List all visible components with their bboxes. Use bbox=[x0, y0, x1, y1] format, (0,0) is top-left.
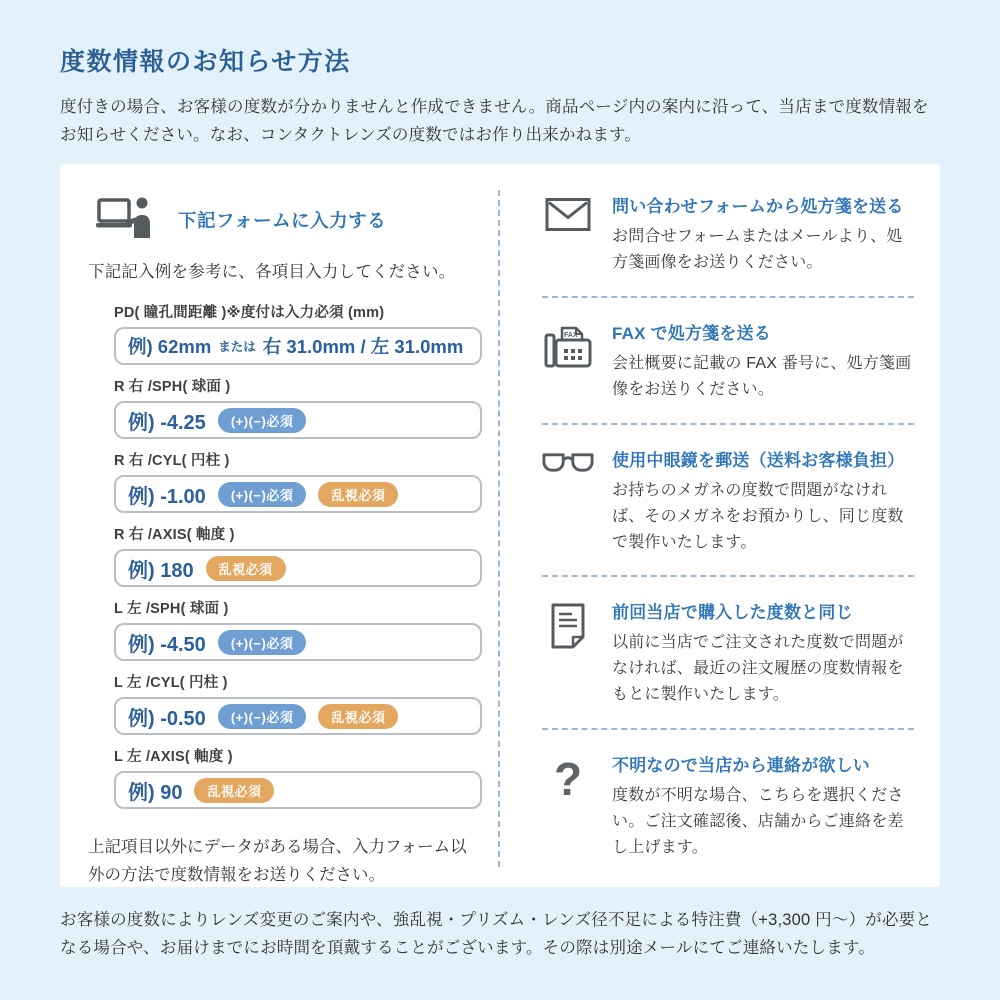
form-section-header bbox=[88, 196, 482, 243]
method-title[interactable]: 使用中眼鏡を郵送（送料お客様負担） bbox=[612, 450, 905, 470]
example-input-box-pd bbox=[114, 327, 482, 365]
form-field-r-sph bbox=[114, 375, 482, 439]
method-body: 会社概要に記載の FAX 番号に、処方箋画像をお送りください。 bbox=[612, 354, 912, 398]
astigmatism-required-badge: 乱視必須 bbox=[206, 556, 286, 581]
method-body: 度数が不明な場合、こちらを選択ください。ご注文確認後、店舗からご連絡を差し上げます。 bbox=[612, 787, 904, 856]
glasses-icon bbox=[542, 446, 594, 556]
methods-section bbox=[498, 190, 940, 867]
method-body: お持ちのメガネの度数で問題がなければ、そのメガネをお預かりし、同じ度数で製作いたします。 bbox=[612, 481, 904, 551]
info-card bbox=[60, 164, 940, 887]
method-text bbox=[612, 446, 914, 556]
example-value-2: 右 31.0mm / 左 31.0mm bbox=[262, 336, 464, 358]
method-title[interactable]: 不明なので当店から連絡が欲しい bbox=[612, 756, 870, 776]
sign-required-badge: (+)(−)必須 bbox=[218, 630, 307, 655]
method-text bbox=[612, 192, 914, 276]
example-value: 例) -1.00 bbox=[128, 485, 206, 508]
presenter-icon bbox=[96, 196, 152, 243]
field-label-r-cyl: R 右 /CYL( 円柱 ) bbox=[114, 453, 230, 470]
method-text bbox=[612, 319, 914, 403]
example-value: 例) -0.50 bbox=[128, 707, 206, 730]
field-label-r-axis: R 右 /AXIS( 軸度 ) bbox=[114, 527, 235, 544]
form-section-heading: 下記フォームに入力する bbox=[178, 209, 387, 231]
method-body: 以前に当店でご注文された度数で問題がなければ、最近の注文履歴の度数情報をもとに製作いたします。 bbox=[612, 634, 904, 704]
method-fax bbox=[542, 298, 914, 425]
method-body: お問合せフォームまたはメールより、処方箋画像をお送りください。 bbox=[612, 228, 903, 271]
intro-text: 度付きの場合、お客様の度数が分かりませんと作成できません。商品ページ内の案内に沿って、当店まで度数情報をお知らせください。なお、コンタクトレンズの度数ではお作り出来かねます。 bbox=[60, 98, 929, 145]
form-field-l-sph bbox=[114, 597, 482, 661]
form-field-l-axis bbox=[114, 745, 482, 809]
example-input-box-r-cyl bbox=[114, 475, 482, 513]
field-label-l-axis: L 左 /AXIS( 軸度 ) bbox=[114, 749, 233, 766]
example-input-box-l-axis bbox=[114, 771, 482, 809]
question-icon: ? bbox=[553, 753, 583, 806]
example-or-text: または bbox=[218, 340, 256, 355]
method-contact-form bbox=[542, 190, 914, 298]
field-label-pd: PD( 瞳孔間距離 )※度付は入力必須 (mm) bbox=[114, 305, 385, 322]
form-note: 上記項目以外にデータがある場合、入力フォーム以外の方法で度数情報をお送りください。 bbox=[88, 838, 467, 885]
form-instruction: 下記記入例を参考に、各項目入力してください。 bbox=[88, 263, 456, 282]
field-label-r-sph: R 右 /SPH( 球面 ) bbox=[114, 379, 231, 396]
example-value: 例) 90 bbox=[128, 781, 183, 804]
astigmatism-required-badge: 乱視必須 bbox=[194, 778, 274, 803]
form-field-r-axis bbox=[114, 523, 482, 587]
astigmatism-required-badge: 乱視必須 bbox=[318, 482, 398, 507]
form-fields bbox=[114, 301, 482, 809]
example-input-box-l-cyl bbox=[114, 697, 482, 735]
form-field-r-cyl bbox=[114, 449, 482, 513]
fax-icon-label: FAX bbox=[564, 331, 578, 339]
sign-required-badge: (+)(−)必須 bbox=[218, 408, 307, 433]
method-mail-glasses bbox=[542, 425, 914, 578]
example-value: 例) -4.25 bbox=[128, 411, 206, 434]
footer-note: お客様の度数によりレンズ変更のご案内や、強乱視・プリズム・レンズ径不足による特注費（+3,300 円〜）が必要となる場合や、お届けまでにお時間を頂戴することがございます。その際は別途メールにてご連絡いたします。 bbox=[60, 911, 933, 958]
fax-icon bbox=[542, 319, 594, 403]
example-value: 例) 180 bbox=[128, 559, 194, 582]
mail-icon bbox=[542, 192, 594, 276]
field-label-l-sph: L 左 /SPH( 球面 ) bbox=[114, 601, 229, 618]
method-previous-order bbox=[542, 577, 914, 730]
method-text bbox=[612, 751, 914, 861]
sign-required-badge: (+)(−)必須 bbox=[218, 704, 307, 729]
method-title[interactable]: 問い合わせフォームから処方箋を送る bbox=[612, 197, 904, 217]
astigmatism-required-badge: 乱視必須 bbox=[318, 704, 398, 729]
form-field-pd bbox=[114, 301, 482, 365]
method-text bbox=[612, 598, 914, 708]
example-input-box-r-sph bbox=[114, 401, 482, 439]
page-title: 度数情報のお知らせ方法 bbox=[60, 48, 351, 76]
method-title[interactable]: FAX で処方箋を送る bbox=[612, 323, 771, 343]
method-unknown-contact-me bbox=[542, 730, 914, 881]
example-value: 例) -4.50 bbox=[128, 633, 206, 656]
form-field-l-cyl bbox=[114, 671, 482, 735]
field-label-l-cyl: L 左 /CYL( 円柱 ) bbox=[114, 675, 228, 692]
example-value: 例) 62mm bbox=[128, 336, 212, 358]
example-input-box-r-axis bbox=[114, 549, 482, 587]
document-icon bbox=[542, 598, 594, 708]
method-title[interactable]: 前回当店で購入した度数と同じ bbox=[612, 603, 853, 623]
sign-required-badge: (+)(−)必須 bbox=[218, 482, 307, 507]
form-section bbox=[60, 164, 498, 887]
example-input-box-l-sph bbox=[114, 623, 482, 661]
